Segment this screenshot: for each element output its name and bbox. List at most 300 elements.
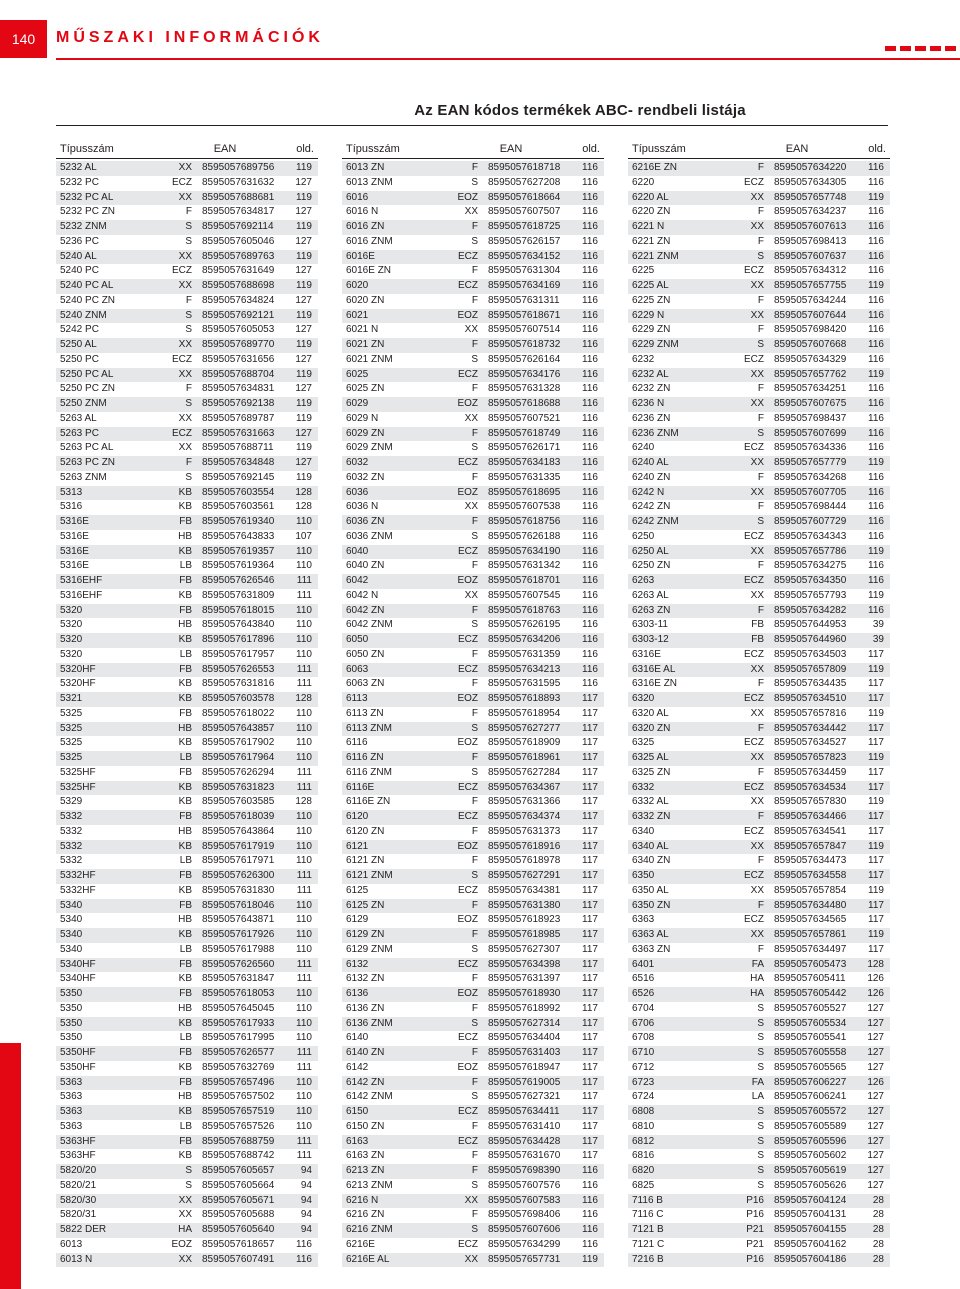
cell-typenumber: 5316E	[60, 560, 89, 572]
table-row	[342, 1149, 604, 1164]
cell-typenumber: 7116 B	[632, 1194, 663, 1206]
table-rows	[342, 161, 604, 1267]
cell-typenumber: 6303-12	[632, 634, 669, 645]
cell-page: 117	[582, 825, 598, 837]
cell-page: 111	[296, 663, 312, 675]
table-row	[342, 736, 604, 751]
table-row	[56, 825, 318, 840]
cell-page: 126	[867, 973, 884, 985]
table-row	[342, 928, 604, 943]
cell-page: 119	[296, 339, 312, 350]
cell-typenumber: 5316E	[60, 530, 89, 542]
cell-finish: F	[471, 162, 478, 173]
cell-page: 116	[582, 575, 598, 586]
cell-ean: 8595057627208	[488, 176, 561, 188]
cell-finish: XX	[178, 442, 192, 454]
cell-ean: 8595057605688	[202, 1209, 275, 1221]
table-row	[342, 235, 604, 250]
cell-typenumber: 5240 PC AL	[60, 280, 114, 291]
cell-page: 116	[868, 412, 884, 424]
table-row	[342, 825, 604, 840]
cell-finish: ECZ	[172, 353, 192, 365]
cell-typenumber: 6340 ZN	[632, 855, 671, 867]
cell-ean: 8595057634176	[488, 368, 561, 380]
title-divider	[56, 125, 888, 126]
cell-typenumber: 6063	[346, 663, 369, 675]
cell-typenumber: 5316EHF	[60, 575, 103, 586]
table-row	[342, 368, 604, 383]
cell-ean: 8595057618022	[202, 707, 275, 719]
cell-ean: 8595057605657	[202, 1165, 275, 1176]
table-row	[342, 707, 604, 722]
table-row	[628, 677, 890, 692]
table-row	[628, 176, 890, 191]
table-row	[628, 1090, 890, 1105]
cell-ean: 8595057618947	[488, 1061, 561, 1073]
cell-page: 110	[296, 737, 312, 749]
cell-ean: 8595057617919	[202, 840, 275, 852]
table-row	[56, 1002, 318, 1017]
table-row	[628, 1061, 890, 1076]
cell-finish: LB	[179, 648, 192, 660]
cell-page: 117	[868, 855, 884, 867]
cell-ean: 8595057626553	[202, 663, 275, 675]
cell-page: 117	[582, 1061, 598, 1073]
cell-finish: F	[757, 604, 764, 616]
cell-page: 119	[868, 663, 884, 675]
table-row	[56, 663, 318, 678]
table-row	[56, 1223, 318, 1238]
cell-typenumber: 5313	[60, 486, 83, 498]
cell-page: 110	[296, 1017, 312, 1029]
cell-finish: ECZ	[458, 1238, 478, 1250]
cell-ean: 8595057631373	[488, 825, 561, 837]
cell-typenumber: 5240 PC ZN	[60, 294, 116, 306]
cell-finish: S	[757, 1017, 764, 1029]
cell-finish: LA	[751, 1091, 764, 1103]
cell-finish: ECZ	[458, 368, 478, 380]
cell-finish: XX	[464, 412, 478, 424]
cell-ean: 8595057618893	[488, 693, 561, 704]
cell-finish: FB	[179, 870, 192, 881]
table-row	[628, 1208, 890, 1223]
cell-page: 110	[296, 811, 312, 822]
header-rule	[56, 58, 960, 60]
cell-page: 127	[867, 1091, 884, 1103]
cell-ean: 8595057657809	[774, 663, 847, 675]
cell-typenumber: 6036 ZN	[346, 516, 385, 527]
cell-ean: 8595057689763	[202, 250, 275, 262]
cell-finish: XX	[178, 412, 192, 424]
cell-finish: S	[757, 1032, 764, 1044]
cell-finish: ECZ	[458, 250, 478, 262]
cell-typenumber: 6016E ZN	[346, 265, 392, 277]
cell-page: 119	[868, 280, 884, 291]
cell-ean: 8595057626577	[202, 1047, 275, 1058]
cell-ean: 8595057698420	[774, 324, 847, 336]
cell-page: 119	[868, 545, 884, 557]
cell-page: 116	[582, 339, 598, 350]
cell-ean: 8595057605602	[774, 1150, 847, 1162]
cell-ean: 8595057631649	[202, 265, 275, 277]
cell-page: 127	[867, 1135, 884, 1147]
cell-finish: FB	[179, 516, 192, 527]
cell-ean: 8595057634565	[774, 914, 847, 926]
cell-typenumber: 6036 ZNM	[346, 530, 393, 542]
cell-ean: 8595057627314	[488, 1017, 561, 1029]
cell-page: 116	[868, 383, 884, 395]
cell-ean: 8595057657786	[774, 545, 847, 557]
cell-page: 117	[582, 1091, 598, 1103]
cell-finish: S	[471, 1091, 478, 1103]
cell-ean: 8595057634374	[488, 811, 561, 822]
cell-ean: 8595057618725	[488, 221, 561, 232]
table-row	[342, 663, 604, 678]
cell-typenumber: 6325 ZN	[632, 766, 671, 778]
cell-ean: 8595057605565	[774, 1061, 847, 1073]
cell-typenumber: 6125 ZN	[346, 899, 385, 911]
cell-finish: F	[757, 855, 764, 867]
cell-page: 116	[582, 1224, 598, 1235]
cell-ean: 8595057634824	[202, 294, 275, 306]
cell-ean: 8595057634459	[774, 766, 847, 778]
cell-typenumber: 6032	[346, 457, 369, 468]
cell-page: 116	[582, 398, 598, 409]
cell-typenumber: 5329	[60, 796, 83, 808]
cell-page: 127	[295, 383, 312, 395]
cell-ean: 8595057603585	[202, 796, 275, 808]
cell-finish: F	[757, 722, 764, 734]
cell-ean: 8595057631335	[488, 471, 561, 483]
table-row	[628, 854, 890, 869]
cell-page: 117	[582, 840, 598, 852]
cell-finish: HB	[178, 530, 192, 542]
table-row	[342, 1120, 604, 1135]
cell-finish: S	[757, 1150, 764, 1162]
cell-finish: ECZ	[744, 176, 764, 188]
cell-ean: 8595057634152	[488, 250, 561, 262]
cell-finish: F	[471, 1076, 478, 1088]
cell-page: 117	[868, 811, 884, 822]
cell-typenumber: 7116 C	[632, 1209, 664, 1221]
cell-typenumber: 6350 AL	[632, 884, 669, 896]
table-row	[56, 382, 318, 397]
cell-page: 117	[582, 1076, 598, 1088]
table-row	[56, 574, 318, 589]
cell-page: 117	[582, 1106, 598, 1117]
cell-finish: KB	[178, 781, 192, 793]
cell-page: 127	[867, 1106, 884, 1117]
cell-typenumber: 6116 ZNM	[346, 766, 392, 778]
table-row	[342, 250, 604, 265]
cell-typenumber: 5340	[60, 914, 83, 926]
cell-ean: 8595057617971	[202, 855, 275, 867]
cell-page: 110	[296, 516, 312, 527]
cell-finish: KB	[178, 501, 192, 513]
table-row	[628, 500, 890, 515]
cell-page: 116	[868, 162, 884, 173]
cell-ean: 8595057634411	[488, 1106, 560, 1117]
cell-ean: 8595057657823	[774, 752, 847, 763]
cell-typenumber: 6704	[632, 1002, 655, 1014]
cell-typenumber: 6150 ZN	[346, 1120, 385, 1132]
cell-ean: 8595057627307	[488, 943, 561, 955]
cell-ean: 8595057634305	[774, 176, 847, 188]
cell-finish: ECZ	[458, 457, 478, 468]
cell-page: 116	[868, 235, 884, 247]
cell-typenumber: 6320 ZN	[632, 722, 671, 734]
table-row	[342, 220, 604, 235]
table-row	[628, 899, 890, 914]
cell-typenumber: 6810	[632, 1120, 655, 1132]
cell-finish: F	[471, 1047, 478, 1058]
cell-page: 116	[582, 486, 598, 498]
table-row	[56, 677, 318, 692]
cell-finish: S	[757, 516, 764, 527]
cell-page: 116	[582, 162, 598, 173]
cell-page: 116	[582, 530, 598, 542]
cell-ean: 8595057618701	[488, 575, 561, 586]
cell-ean: 8595057627277	[488, 722, 561, 734]
table-row	[342, 412, 604, 427]
cell-ean: 8595057604162	[774, 1238, 847, 1250]
table-row	[628, 161, 890, 176]
table-row	[628, 663, 890, 678]
cell-ean: 8595057618657	[202, 1238, 275, 1250]
cell-page: 116	[582, 663, 598, 675]
cell-finish: XX	[750, 191, 764, 203]
table-row	[56, 205, 318, 220]
cell-ean: 8595057698444	[774, 501, 847, 513]
cell-finish: F	[185, 294, 192, 306]
cell-finish: P21	[746, 1238, 764, 1250]
cell-ean: 8595057631816	[202, 678, 275, 690]
cell-page: 119	[296, 221, 312, 232]
cell-page: 116	[868, 250, 884, 262]
cell-typenumber: 6340	[632, 825, 655, 837]
cell-page: 111	[296, 1150, 312, 1162]
cell-finish: S	[757, 339, 764, 350]
cell-ean: 8595057619357	[202, 545, 275, 557]
cell-typenumber: 6250 AL	[632, 545, 669, 557]
cell-finish: P21	[746, 1224, 764, 1235]
cell-typenumber: 5316E	[60, 545, 89, 557]
cell-page: 119	[296, 280, 312, 291]
cell-finish: F	[757, 235, 764, 247]
cell-ean: 8595057618671	[488, 309, 561, 321]
cell-ean: 8595057618763	[488, 604, 561, 616]
table-row	[56, 633, 318, 648]
table-row	[628, 205, 890, 220]
cell-finish: F	[757, 501, 764, 513]
cell-typenumber: 5316EHF	[60, 589, 103, 601]
table-row	[342, 604, 604, 619]
cell-ean: 8595057657748	[774, 191, 847, 203]
cell-finish: S	[471, 1017, 478, 1029]
cell-page: 117	[868, 766, 884, 778]
cell-typenumber: 6710	[632, 1047, 655, 1058]
header-page: old.	[868, 143, 886, 155]
cell-finish: ECZ	[744, 870, 764, 881]
table-row	[56, 604, 318, 619]
table-row	[342, 397, 604, 412]
cell-typenumber: 6232 AL	[632, 368, 669, 380]
cell-finish: XX	[464, 324, 478, 336]
cell-ean: 8595057617933	[202, 1017, 275, 1029]
table-row	[342, 899, 604, 914]
cell-typenumber: 5263 PC AL	[60, 442, 114, 454]
cell-ean: 8595057634497	[774, 943, 847, 955]
cell-finish: XX	[178, 339, 192, 350]
cell-typenumber: 6042 N	[346, 589, 379, 601]
cell-page: 116	[582, 221, 598, 232]
cell-finish: HB	[178, 722, 192, 734]
cell-finish: LB	[179, 943, 192, 955]
cell-finish: F	[185, 383, 192, 395]
cell-finish: FB	[179, 1076, 192, 1088]
table-row	[342, 353, 604, 368]
table-row	[56, 722, 318, 737]
cell-typenumber: 6136	[346, 988, 369, 999]
table-row	[56, 943, 318, 958]
cell-ean: 8595057618695	[488, 486, 561, 498]
cell-page: 127	[867, 1047, 884, 1058]
cell-ean: 8595057634237	[774, 206, 847, 218]
cell-typenumber: 6020	[346, 280, 369, 291]
cell-page: 127	[295, 353, 312, 365]
cell-finish: F	[757, 811, 764, 822]
cell-ean: 8595057617902	[202, 737, 275, 749]
table-row	[342, 515, 604, 530]
cell-finish: XX	[178, 368, 192, 380]
cell-page: 117	[868, 693, 884, 704]
cell-typenumber: 5340	[60, 929, 83, 940]
cell-page: 116	[582, 280, 598, 291]
cell-page: 117	[868, 781, 884, 793]
cell-finish: F	[185, 206, 192, 218]
cell-ean: 8595057634206	[488, 634, 561, 645]
cell-ean: 8595057631830	[202, 884, 275, 896]
cell-page: 119	[868, 707, 884, 719]
cell-ean: 8595057631397	[488, 973, 561, 985]
cell-ean: 8595057634251	[774, 383, 847, 395]
cell-typenumber: 5325	[60, 722, 83, 734]
cell-ean: 8595057618039	[202, 811, 275, 822]
cell-page: 94	[300, 1194, 312, 1206]
cell-page: 119	[868, 840, 884, 852]
table-row	[56, 1105, 318, 1120]
cell-page: 127	[295, 324, 312, 336]
cell-page: 119	[868, 796, 884, 808]
cell-ean: 8595057631670	[488, 1150, 561, 1162]
cell-typenumber: 6350 ZN	[632, 899, 671, 911]
cell-finish: FB	[179, 707, 192, 719]
table-row	[342, 1208, 604, 1223]
cell-ean: 8595057626157	[488, 235, 561, 247]
cell-ean: 8595057689787	[202, 412, 275, 424]
cell-ean: 8595057618749	[488, 427, 561, 439]
cell-page: 116	[868, 471, 884, 483]
table-row	[628, 338, 890, 353]
table-row	[628, 722, 890, 737]
cell-ean: 8595057607507	[488, 206, 561, 218]
cell-finish: F	[471, 855, 478, 867]
table-row	[628, 692, 890, 707]
cell-finish: HB	[178, 914, 192, 926]
table-row	[628, 1046, 890, 1061]
cell-finish: ECZ	[744, 737, 764, 749]
cell-ean: 8595057627284	[488, 766, 561, 778]
cell-finish: FB	[179, 811, 192, 822]
cell-typenumber: 5232 ZNM	[60, 221, 107, 232]
page-header	[0, 0, 960, 78]
cell-ean: 8595057631328	[488, 383, 561, 395]
table-row	[56, 338, 318, 353]
cell-ean: 8595057698406	[488, 1209, 561, 1221]
cell-typenumber: 5232 PC ZN	[60, 206, 116, 218]
cell-ean: 8595057634817	[202, 206, 275, 218]
cell-ean: 8595057657731	[488, 1253, 561, 1265]
cell-ean: 8595057692145	[202, 471, 275, 483]
cell-typenumber: 5240 AL	[60, 250, 97, 262]
cell-finish: LB	[179, 855, 192, 867]
cell-typenumber: 5250 PC	[60, 353, 99, 365]
table-row	[628, 294, 890, 309]
cell-finish: ECZ	[744, 648, 764, 660]
cell-typenumber: 6236 N	[632, 398, 665, 409]
cell-typenumber: 5240 ZNM	[60, 309, 107, 321]
cell-typenumber: 6129 ZN	[346, 929, 385, 940]
cell-typenumber: 5332HF	[60, 884, 96, 896]
cell-typenumber: 6216 N	[346, 1194, 379, 1206]
cell-page: 117	[582, 929, 598, 940]
cell-finish: XX	[750, 545, 764, 557]
cell-typenumber: 6526	[632, 988, 655, 999]
cell-typenumber: 5350	[60, 988, 83, 999]
cell-ean: 8595057604155	[774, 1224, 847, 1235]
cell-typenumber: 6320	[632, 693, 655, 704]
cell-page: 111	[296, 589, 312, 601]
cell-ean: 8595057607705	[774, 486, 847, 498]
cell-typenumber: 5325HF	[60, 766, 96, 778]
cell-typenumber: 6042 ZNM	[346, 619, 393, 631]
table-row	[56, 368, 318, 383]
cell-ean: 8595057634268	[774, 471, 847, 483]
cell-page: 94	[300, 1209, 312, 1221]
table-row	[56, 441, 318, 456]
table-row	[56, 884, 318, 899]
cell-finish: ECZ	[458, 280, 478, 291]
table-row	[628, 191, 890, 206]
cell-ean: 8595057643864	[202, 825, 275, 837]
cell-ean: 8595057689770	[202, 339, 275, 350]
cell-page: 28	[872, 1224, 884, 1235]
table-row	[56, 1149, 318, 1164]
cell-typenumber: 6250	[632, 530, 655, 542]
cell-page: 116	[296, 1253, 312, 1265]
cell-ean: 8595057634190	[488, 545, 561, 557]
cell-finish: F	[757, 412, 764, 424]
table-row	[628, 972, 890, 987]
cell-ean: 8595057605572	[774, 1106, 847, 1117]
cell-page: 127	[295, 176, 312, 188]
cell-typenumber: 6113	[346, 693, 368, 704]
cell-finish: ECZ	[744, 530, 764, 542]
cell-finish: ECZ	[172, 427, 192, 439]
cell-ean: 8595057689756	[202, 162, 275, 173]
table-row	[342, 781, 604, 796]
cell-finish: XX	[178, 162, 192, 173]
